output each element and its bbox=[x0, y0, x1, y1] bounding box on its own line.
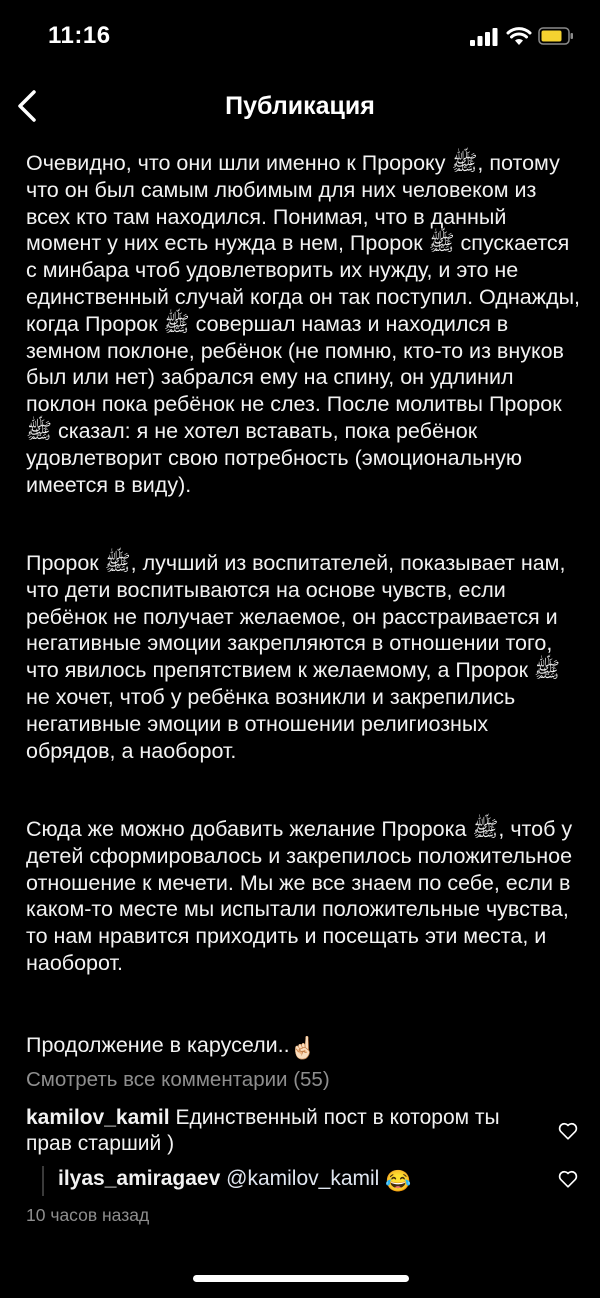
battery-icon bbox=[538, 26, 574, 46]
laughing-emoji: 😂 bbox=[385, 1170, 412, 1193]
post-timestamp: 10 часов назад bbox=[26, 1205, 150, 1225]
comment-reply bbox=[58, 1166, 538, 1195]
comment-mention[interactable]: @kamilov_kamil bbox=[226, 1167, 380, 1190]
caption-paragraph bbox=[26, 1032, 316, 1062]
like-heart-icon[interactable] bbox=[557, 1120, 579, 1142]
cellular-signal-icon bbox=[470, 28, 498, 46]
comment-username[interactable]: kamilov_kamil bbox=[26, 1106, 170, 1129]
status-time: 11:16 bbox=[48, 22, 111, 49]
nav-bar bbox=[0, 74, 600, 138]
comment bbox=[26, 1105, 546, 1157]
reply-thread-line bbox=[42, 1166, 44, 1196]
caption-paragraph: Очевидно, что они шли именно к Пророку ﷺ, потому что он был самым любимым для них человеком из всех кто там находился. Понимая, что в данный момент у них есть нужда в нем, Пророк ﷺ спускается с минбара чтоб удовлетворить их нужду, и это не единственный случай когда он так поступил. Однажды, когда Пророк ﷺ совершал намаз и находился в земном поклоне, ребёнок (не помню, кто-то из внуков был или нет) забрался ему на спину, он удлинил поклон пока ребёнок не слез. После молитвы Пророк ﷺ сказал: я не хотел вставать, пока ребёнок удовлетворит свою потребность (эмоциональную имеется в виду). bbox=[26, 151, 581, 497]
wifi-icon bbox=[506, 26, 532, 46]
like-heart-icon[interactable] bbox=[557, 1168, 579, 1190]
caption-paragraph: Сюда же можно добавить желание Пророка ﷺ, чтоб у детей сформировалось и закрепилось положительное отношение к мечети. Мы же все знаем по себе, если в каком-то месте мы испытали положительные чувства, то нам нравится приходить и посещать эти места, и наоборот. bbox=[26, 817, 573, 975]
page-title: Публикация bbox=[225, 92, 375, 120]
view-all-comments-link[interactable]: Смотреть все комментарии (55) bbox=[26, 1068, 330, 1091]
caption-paragraph: Пророк ﷺ, лучший из воспитателей, показывает нам, что дети воспитываются на основе чувств, если ребёнок не получает желаемое, он расстраивается и негативные эмоции закрепляются в отношении того, что явилось препятствием к желаемому, а Пророк ﷺ не хочет, чтоб у ребёнка возникли и закрепились негативные эмоции в отношении религиозных обрядов, а наоборот. bbox=[26, 551, 566, 763]
pointing-up-emoji: ☝🏻 bbox=[289, 1036, 317, 1060]
home-indicator[interactable] bbox=[193, 1275, 409, 1282]
comment-username[interactable]: ilyas_amiragaev bbox=[58, 1167, 221, 1190]
comment-text: Единственный пост в котором ты прав старший ) bbox=[26, 1106, 500, 1155]
caption-text: Продолжение в карусели.. bbox=[26, 1033, 290, 1057]
status-bar bbox=[0, 0, 600, 70]
